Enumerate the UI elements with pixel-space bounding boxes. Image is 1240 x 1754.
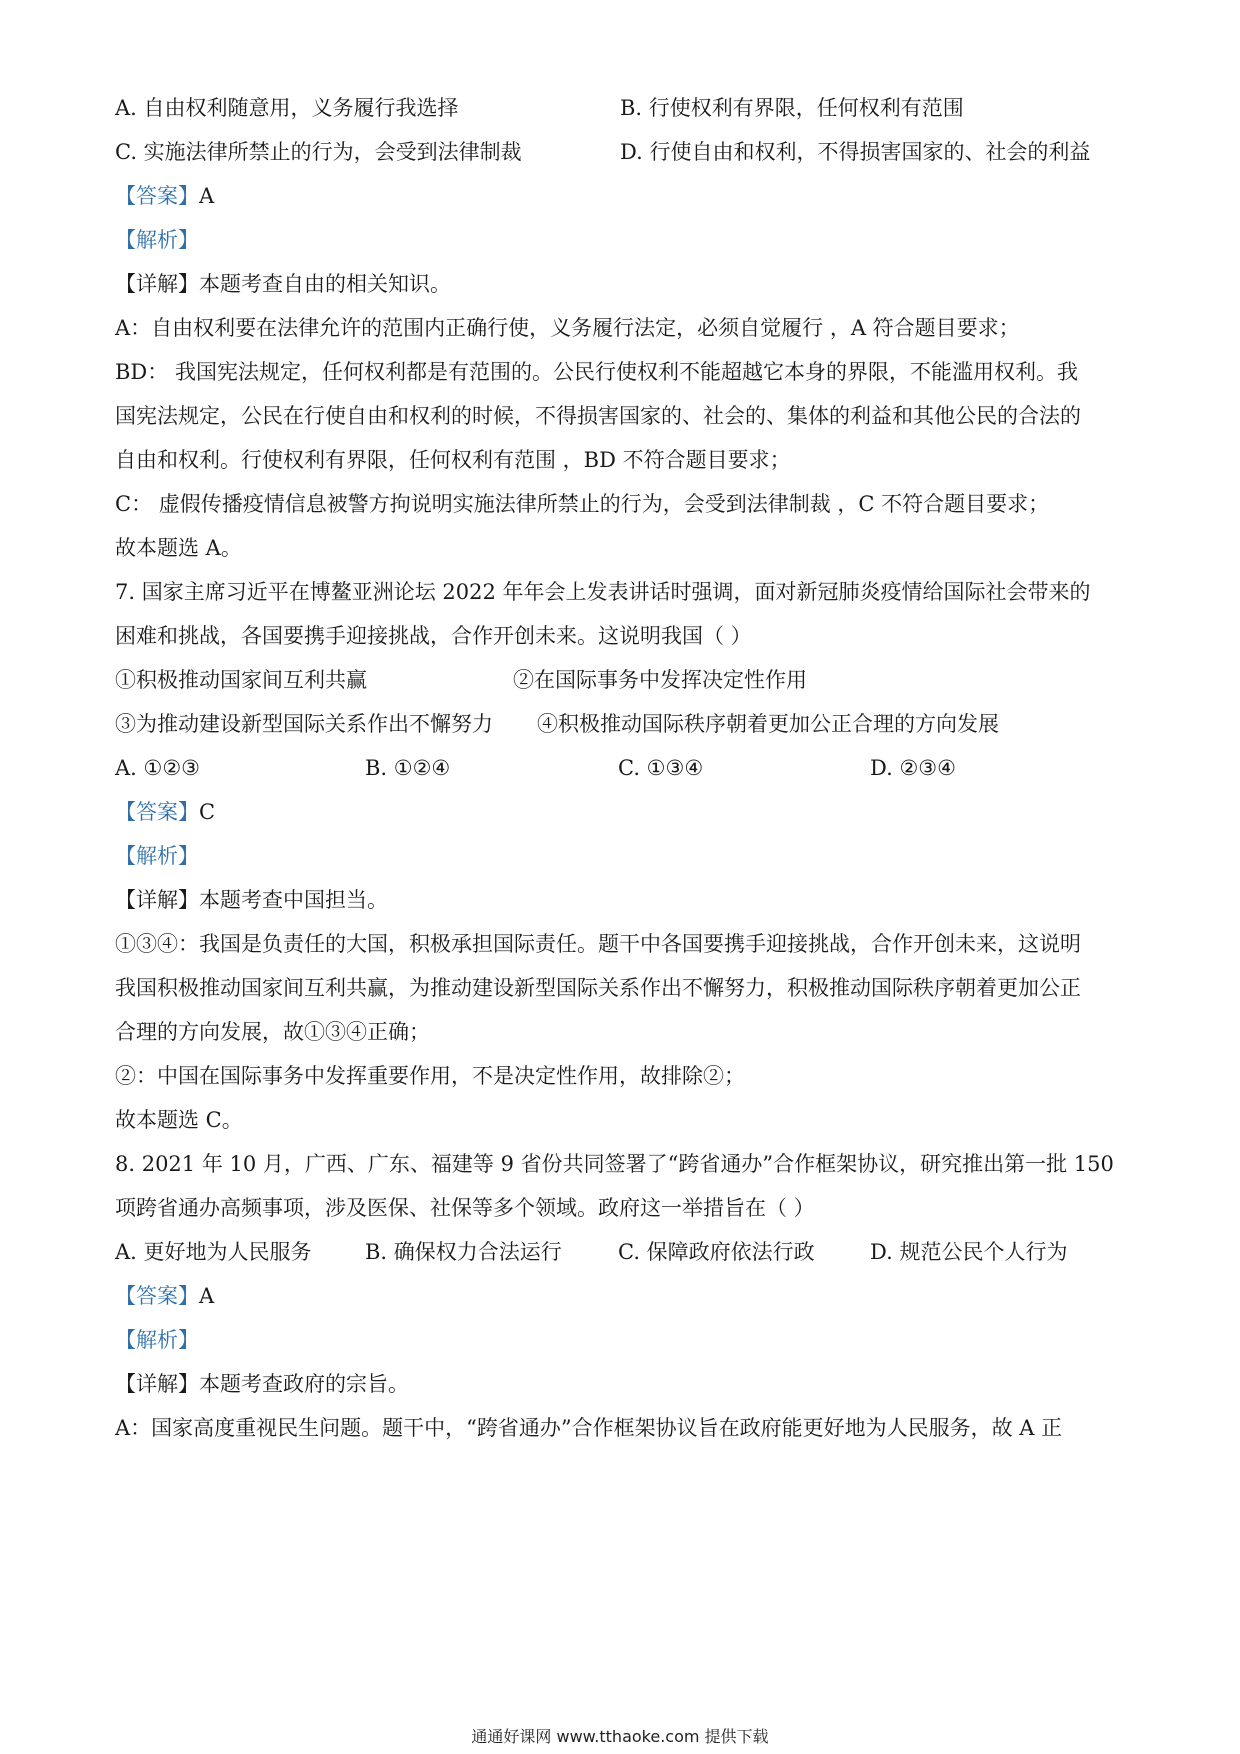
q7-option-b: B. ①②④ xyxy=(365,756,451,780)
q7-conclusion: 故本题选 C。 xyxy=(115,1108,243,1132)
q8-explanation-line: A：国家高度重视民生问题。题干中，“跨省通办”合作框架协议旨在政府能更好地为人民服务，故 A 正 xyxy=(115,1416,1063,1440)
q7-stem-line: 困难和挑战，各国要携手迎接挑战，合作开创未来。这说明我国（ ） xyxy=(115,624,752,648)
detail-intro: 本题考查中国担当。 xyxy=(199,888,388,912)
q6-explanation-line: 国宪法规定，公民在行使自由和权利的时候，不得损害国家的、社会的、集体的利益和其他公民的合法的 xyxy=(115,404,1081,428)
detail-intro: 本题考查自由的相关知识。 xyxy=(199,272,451,296)
q6-detail xyxy=(115,269,1140,299)
q7-analysis xyxy=(115,841,1140,871)
answer-value: A xyxy=(199,1284,215,1308)
q6-answer xyxy=(115,181,1140,211)
q7-option-d: D. ②③④ xyxy=(870,756,956,780)
q6-explanation-line: A：自由权利要在法律允许的范围内正确行使，义务履行法定，必须自觉履行 ，A 符合题目要求； xyxy=(115,316,1020,340)
q6-option-c: C. 实施法律所禁止的行为，会受到法律制裁 xyxy=(115,140,522,164)
q6-explanation-line: C： 虚假传播疫情信息被警方拘说明实施法律所禁止的行为，会受到法律制裁 ，C 不符合题目要求； xyxy=(115,492,1050,516)
q6-option-b: B. 行使权利有界限，任何权利有范围 xyxy=(620,96,964,120)
q6-option-d: D. 行使自由和权利，不得损害国家的、社会的利益 xyxy=(620,140,1091,164)
q8-stem-line: 项跨省通办高频事项，涉及医保、社保等多个领域。政府这一举措旨在（ ） xyxy=(115,1196,815,1220)
q6-option-a: A. 自由权利随意用，义务履行我选择 xyxy=(115,96,459,120)
detail-tag: 【详解】 xyxy=(115,272,199,296)
q7-stem-line: 7. 国家主席习近平在博鳌亚洲论坛 2022 年年会上发表讲话时强调，面对新冠肺炎疫情给国际社会带来的 xyxy=(115,580,1091,604)
analysis-tag: 【解析】 xyxy=(115,1328,199,1352)
q7-option-a: A. ①②③ xyxy=(115,756,200,780)
answer-tag: 【答案】 xyxy=(115,184,199,208)
q8-detail xyxy=(115,1369,1140,1399)
q8-option-c: C. 保障政府依法行政 xyxy=(618,1240,815,1264)
q7-statement-4: ④积极推动国际秩序朝着更加公正合理的方向发展 xyxy=(537,712,999,736)
detail-tag: 【详解】 xyxy=(115,1372,199,1396)
q7-answer xyxy=(115,797,1140,827)
answer-tag: 【答案】 xyxy=(115,800,199,824)
page-footer[interactable]: 通通好课网 www.tthaoke.com 提供下载 xyxy=(471,1727,769,1746)
answer-value: A xyxy=(199,184,215,208)
q7-option-c: C. ①③④ xyxy=(618,756,704,780)
q8-option-b: B. 确保权力合法运行 xyxy=(365,1240,562,1264)
detail-intro: 本题考查政府的宗旨。 xyxy=(199,1372,409,1396)
q7-statement-1: ①积极推动国家间互利共赢 xyxy=(115,668,367,692)
q8-answer xyxy=(115,1281,1140,1311)
q8-stem-line: 8. 2021 年 10 月，广西、广东、福建等 9 省份共同签署了“跨省通办”合作框架协议，研究推出第一批 150 xyxy=(115,1152,1114,1176)
q7-explanation-line: ①③④：我国是负责任的大国，积极承担国际责任。题干中各国要携手迎接挑战，合作开创未来，这说明 xyxy=(115,932,1081,956)
q6-explanation-line: 自由和权利。行使权利有界限，任何权利有范围 ，BD 不符合题目要求； xyxy=(115,448,791,472)
q8-option-a: A. 更好地为人民服务 xyxy=(115,1240,312,1264)
answer-tag: 【答案】 xyxy=(115,1284,199,1308)
q6-analysis xyxy=(115,225,1140,255)
detail-tag: 【详解】 xyxy=(115,888,199,912)
q7-statement-3: ③为推动建设新型国际关系作出不懈努力 xyxy=(115,712,493,736)
q8-option-d: D. 规范公民个人行为 xyxy=(870,1240,1068,1264)
q7-explanation-line: ②：中国在国际事务中发挥重要作用，不是决定性作用，故排除②； xyxy=(115,1064,745,1088)
q6-explanation-line: BD： 我国宪法规定，任何权利都是有范围的。公民行使权利不能超越它本身的界限，不能滥用权利。我 xyxy=(115,360,1078,384)
analysis-tag: 【解析】 xyxy=(115,844,199,868)
q8-analysis xyxy=(115,1325,1140,1355)
q7-explanation-line: 我国积极推动国家间互利共赢，为推动建设新型国际关系作出不懈努力，积极推动国际秩序朝着更加公正 xyxy=(115,976,1081,1000)
answer-value: C xyxy=(199,800,216,824)
q7-statement-2: ②在国际事务中发挥决定性作用 xyxy=(513,668,807,692)
q6-conclusion: 故本题选 A。 xyxy=(115,536,242,560)
q7-explanation-line: 合理的方向发展，故①③④正确； xyxy=(115,1020,430,1044)
analysis-tag: 【解析】 xyxy=(115,228,199,252)
q7-detail xyxy=(115,885,1140,915)
